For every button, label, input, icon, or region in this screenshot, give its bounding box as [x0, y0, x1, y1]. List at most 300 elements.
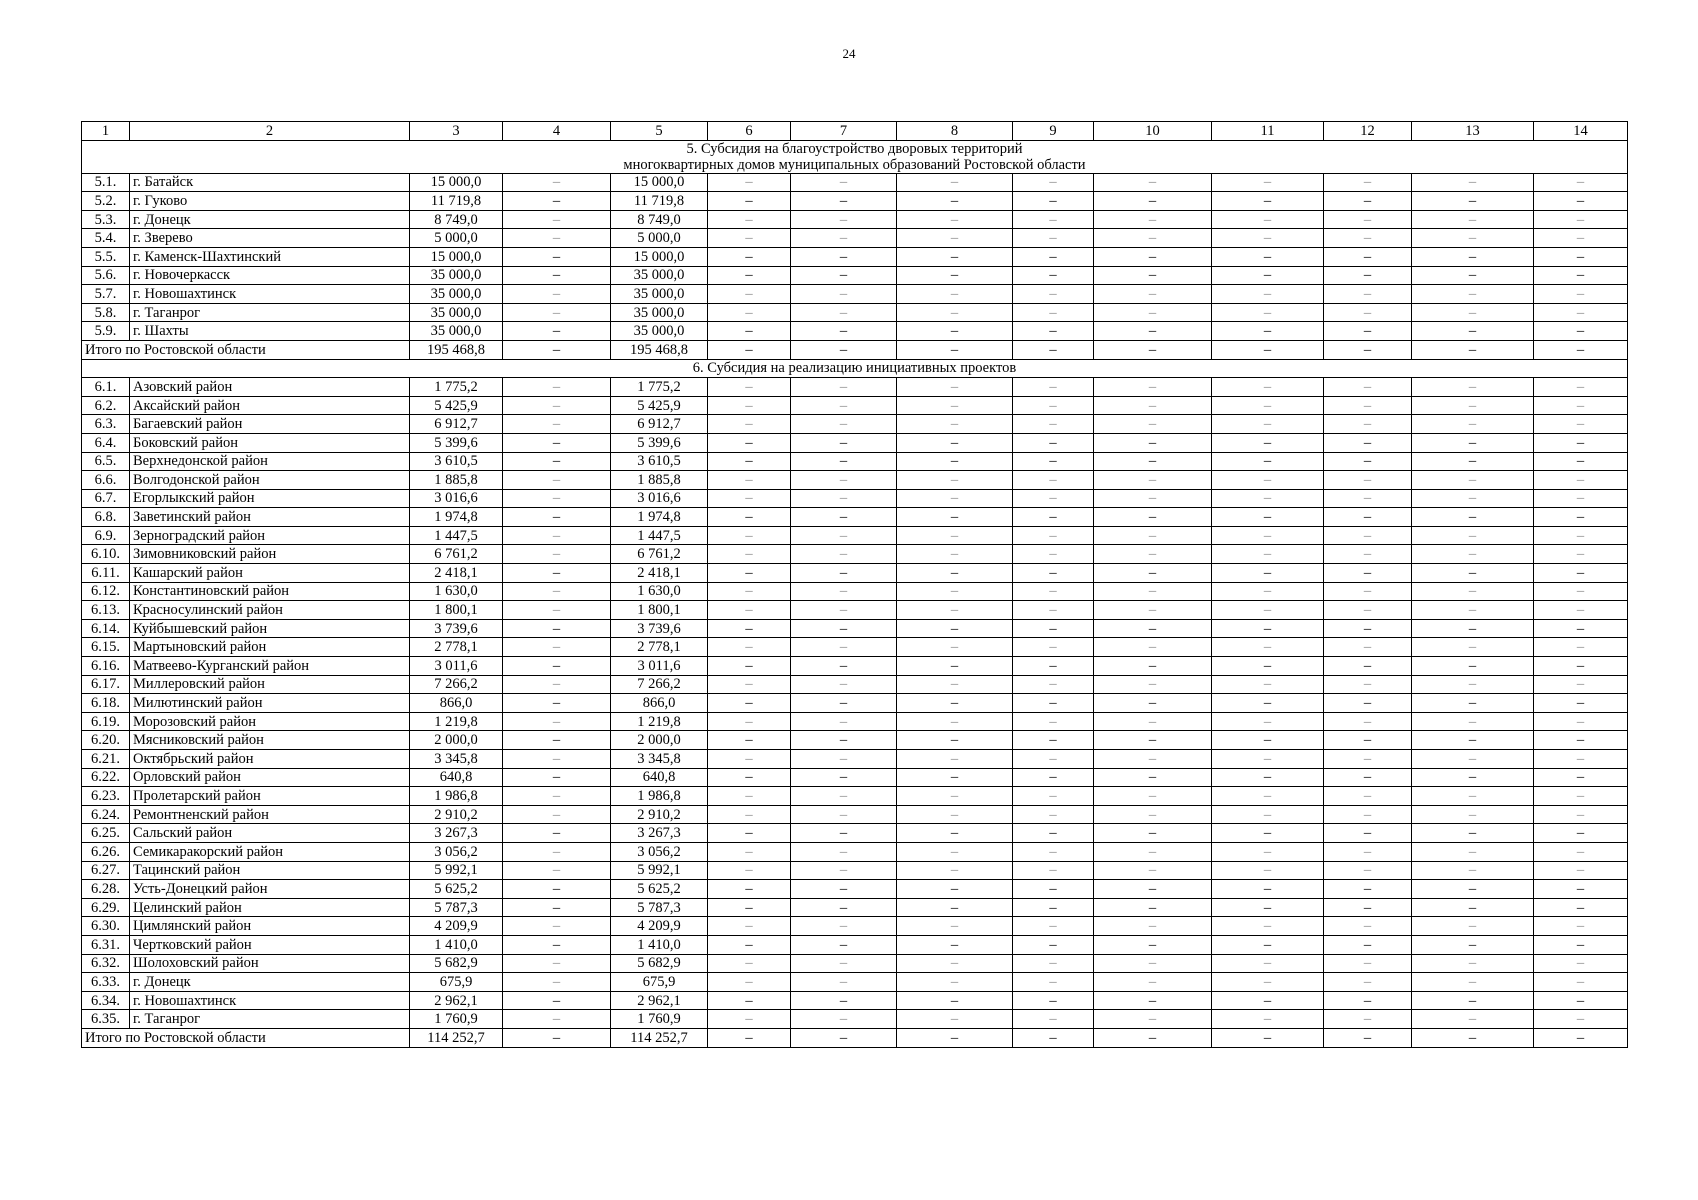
cell-col-4: – — [503, 601, 611, 620]
cell-col-6: – — [708, 712, 791, 731]
cell-col-11: – — [1212, 842, 1324, 861]
row-name: г. Новочеркасск — [130, 266, 410, 285]
cell-col-10: – — [1094, 396, 1212, 415]
cell-col-6: – — [708, 750, 791, 769]
cell-col-5: 866,0 — [611, 694, 708, 713]
cell-col-3: 4 209,9 — [410, 917, 503, 936]
cell-col-4: – — [503, 285, 611, 304]
cell-col-6: – — [708, 842, 791, 861]
cell-col-14: – — [1534, 675, 1628, 694]
cell-col-9: – — [1013, 173, 1094, 192]
row-number: 6.16. — [82, 657, 130, 676]
row-name: Орловский район — [130, 768, 410, 787]
cell-col-4: – — [503, 526, 611, 545]
cell-col-5: 2 910,2 — [611, 805, 708, 824]
cell-col-9: – — [1013, 508, 1094, 527]
cell-col-14: – — [1534, 805, 1628, 824]
cell-col-11: – — [1212, 935, 1324, 954]
header-col-6: 6 — [708, 122, 791, 141]
cell-col-7: – — [791, 694, 897, 713]
cell-col-12: – — [1324, 898, 1412, 917]
cell-col-3: 5 682,9 — [410, 954, 503, 973]
cell-col-8: – — [897, 880, 1013, 899]
cell-col-12: – — [1324, 285, 1412, 304]
cell-col-4: – — [503, 564, 611, 583]
cell-col-7: – — [791, 564, 897, 583]
cell-col-8: – — [897, 805, 1013, 824]
cell-col-10: – — [1094, 303, 1212, 322]
row-number: 6.24. — [82, 805, 130, 824]
cell-col-7: – — [791, 954, 897, 973]
cell-col-6: – — [708, 433, 791, 452]
total-col-14: – — [1534, 340, 1628, 359]
cell-col-3: 5 787,3 — [410, 898, 503, 917]
row-number: 6.35. — [82, 1010, 130, 1029]
cell-col-13: – — [1412, 229, 1534, 248]
cell-col-11: – — [1212, 638, 1324, 657]
row-name: Егорлыкский район — [130, 489, 410, 508]
cell-col-5: 3 345,8 — [611, 750, 708, 769]
cell-col-3: 5 625,2 — [410, 880, 503, 899]
cell-col-6: – — [708, 303, 791, 322]
cell-col-14: – — [1534, 247, 1628, 266]
table-row — [82, 601, 1628, 620]
cell-col-10: – — [1094, 954, 1212, 973]
cell-col-14: – — [1534, 582, 1628, 601]
cell-col-4: – — [503, 861, 611, 880]
total-col-9: – — [1013, 1028, 1094, 1047]
cell-col-11: – — [1212, 1010, 1324, 1029]
cell-col-13: – — [1412, 303, 1534, 322]
cell-col-7: – — [791, 805, 897, 824]
row-name: г. Каменск-Шахтинский — [130, 247, 410, 266]
row-number: 6.33. — [82, 973, 130, 992]
cell-col-5: 35 000,0 — [611, 303, 708, 322]
table-row — [82, 619, 1628, 638]
cell-col-6: – — [708, 285, 791, 304]
total-col-13: – — [1412, 340, 1534, 359]
row-number: 6.4. — [82, 433, 130, 452]
cell-col-8: – — [897, 768, 1013, 787]
cell-col-6: – — [708, 545, 791, 564]
cell-col-10: – — [1094, 917, 1212, 936]
cell-col-3: 35 000,0 — [410, 285, 503, 304]
cell-col-5: 3 016,6 — [611, 489, 708, 508]
table-row — [82, 526, 1628, 545]
cell-col-14: – — [1534, 452, 1628, 471]
cell-col-6: – — [708, 619, 791, 638]
cell-col-8: – — [897, 787, 1013, 806]
cell-col-6: – — [708, 266, 791, 285]
row-number: 6.12. — [82, 582, 130, 601]
cell-col-3: 8 749,0 — [410, 210, 503, 229]
table-row — [82, 991, 1628, 1010]
header-col-5: 5 — [611, 122, 708, 141]
cell-col-5: 640,8 — [611, 768, 708, 787]
total-col-10: – — [1094, 340, 1212, 359]
cell-col-12: – — [1324, 601, 1412, 620]
cell-col-12: – — [1324, 750, 1412, 769]
cell-col-8: – — [897, 192, 1013, 211]
cell-col-5: 2 962,1 — [611, 991, 708, 1010]
table-row — [82, 229, 1628, 248]
row-name: г. Таганрог — [130, 303, 410, 322]
cell-col-9: – — [1013, 210, 1094, 229]
cell-col-10: – — [1094, 452, 1212, 471]
cell-col-9: – — [1013, 787, 1094, 806]
cell-col-5: 5 682,9 — [611, 954, 708, 973]
total-col-3: 195 468,8 — [410, 340, 503, 359]
cell-col-8: – — [897, 545, 1013, 564]
cell-col-14: – — [1534, 526, 1628, 545]
cell-col-14: – — [1534, 173, 1628, 192]
cell-col-5: 1 885,8 — [611, 471, 708, 490]
row-number: 6.28. — [82, 880, 130, 899]
table-row — [82, 935, 1628, 954]
cell-col-5: 5 787,3 — [611, 898, 708, 917]
total-col-8: – — [897, 340, 1013, 359]
cell-col-11: – — [1212, 452, 1324, 471]
cell-col-4: – — [503, 433, 611, 452]
cell-col-4: – — [503, 954, 611, 973]
cell-col-11: – — [1212, 415, 1324, 434]
cell-col-14: – — [1534, 657, 1628, 676]
cell-col-13: – — [1412, 526, 1534, 545]
cell-col-13: – — [1412, 954, 1534, 973]
cell-col-9: – — [1013, 712, 1094, 731]
cell-col-6: – — [708, 954, 791, 973]
row-number: 6.20. — [82, 731, 130, 750]
cell-col-13: – — [1412, 675, 1534, 694]
total-row — [82, 1028, 1628, 1047]
cell-col-3: 1 775,2 — [410, 378, 503, 397]
cell-col-7: – — [791, 526, 897, 545]
cell-col-3: 1 800,1 — [410, 601, 503, 620]
cell-col-11: – — [1212, 471, 1324, 490]
cell-col-13: – — [1412, 842, 1534, 861]
table-row — [82, 638, 1628, 657]
cell-col-5: 675,9 — [611, 973, 708, 992]
cell-col-3: 1 974,8 — [410, 508, 503, 527]
cell-col-13: – — [1412, 805, 1534, 824]
cell-col-12: – — [1324, 396, 1412, 415]
row-name: Миллеровский район — [130, 675, 410, 694]
cell-col-5: 2 778,1 — [611, 638, 708, 657]
cell-col-3: 5 992,1 — [410, 861, 503, 880]
row-name: Мартыновский район — [130, 638, 410, 657]
cell-col-14: – — [1534, 471, 1628, 490]
cell-col-8: – — [897, 526, 1013, 545]
cell-col-12: – — [1324, 378, 1412, 397]
cell-col-3: 35 000,0 — [410, 303, 503, 322]
cell-col-9: – — [1013, 935, 1094, 954]
cell-col-8: – — [897, 173, 1013, 192]
cell-col-9: – — [1013, 768, 1094, 787]
cell-col-5: 11 719,8 — [611, 192, 708, 211]
row-number: 6.19. — [82, 712, 130, 731]
cell-col-5: 2 418,1 — [611, 564, 708, 583]
row-name: г. Батайск — [130, 173, 410, 192]
cell-col-14: – — [1534, 712, 1628, 731]
cell-col-12: – — [1324, 805, 1412, 824]
cell-col-3: 640,8 — [410, 768, 503, 787]
cell-col-7: – — [791, 880, 897, 899]
cell-col-10: – — [1094, 657, 1212, 676]
cell-col-3: 866,0 — [410, 694, 503, 713]
cell-col-8: – — [897, 675, 1013, 694]
cell-col-6: – — [708, 471, 791, 490]
cell-col-4: – — [503, 973, 611, 992]
table-row — [82, 396, 1628, 415]
cell-col-13: – — [1412, 917, 1534, 936]
table-body — [82, 122, 1628, 1048]
cell-col-4: – — [503, 694, 611, 713]
cell-col-10: – — [1094, 229, 1212, 248]
cell-col-6: – — [708, 489, 791, 508]
cell-col-14: – — [1534, 991, 1628, 1010]
cell-col-8: – — [897, 638, 1013, 657]
table-row — [82, 842, 1628, 861]
table-row — [82, 508, 1628, 527]
cell-col-10: – — [1094, 564, 1212, 583]
cell-col-10: – — [1094, 415, 1212, 434]
cell-col-3: 3 011,6 — [410, 657, 503, 676]
cell-col-14: – — [1534, 229, 1628, 248]
header-col-2: 2 — [130, 122, 410, 141]
cell-col-12: – — [1324, 675, 1412, 694]
row-name: г. Новошахтинск — [130, 285, 410, 304]
cell-col-6: – — [708, 192, 791, 211]
cell-col-10: – — [1094, 471, 1212, 490]
row-number: 6.18. — [82, 694, 130, 713]
cell-col-5: 5 992,1 — [611, 861, 708, 880]
row-name: Боковский район — [130, 433, 410, 452]
cell-col-4: – — [503, 192, 611, 211]
cell-col-11: – — [1212, 396, 1324, 415]
cell-col-14: – — [1534, 750, 1628, 769]
cell-col-11: – — [1212, 266, 1324, 285]
cell-col-8: – — [897, 433, 1013, 452]
cell-col-5: 3 267,3 — [611, 824, 708, 843]
cell-col-3: 5 425,9 — [410, 396, 503, 415]
cell-col-11: – — [1212, 694, 1324, 713]
cell-col-8: – — [897, 824, 1013, 843]
cell-col-10: – — [1094, 247, 1212, 266]
cell-col-6: – — [708, 1010, 791, 1029]
cell-col-12: – — [1324, 452, 1412, 471]
cell-col-5: 15 000,0 — [611, 173, 708, 192]
cell-col-9: – — [1013, 192, 1094, 211]
cell-col-7: – — [791, 322, 897, 341]
cell-col-4: – — [503, 898, 611, 917]
header-col-12: 12 — [1324, 122, 1412, 141]
cell-col-11: – — [1212, 731, 1324, 750]
cell-col-14: – — [1534, 842, 1628, 861]
cell-col-13: – — [1412, 471, 1534, 490]
cell-col-6: – — [708, 247, 791, 266]
table-row — [82, 303, 1628, 322]
cell-col-14: – — [1534, 619, 1628, 638]
cell-col-10: – — [1094, 731, 1212, 750]
cell-col-3: 2 418,1 — [410, 564, 503, 583]
total-col-4: – — [503, 1028, 611, 1047]
cell-col-5: 4 209,9 — [611, 917, 708, 936]
cell-col-5: 35 000,0 — [611, 322, 708, 341]
row-number: 6.21. — [82, 750, 130, 769]
cell-col-4: – — [503, 787, 611, 806]
cell-col-12: – — [1324, 266, 1412, 285]
table-row — [82, 322, 1628, 341]
cell-col-11: – — [1212, 787, 1324, 806]
cell-col-14: – — [1534, 396, 1628, 415]
cell-col-13: – — [1412, 285, 1534, 304]
cell-col-11: – — [1212, 508, 1324, 527]
section-title — [82, 359, 1628, 378]
cell-col-8: – — [897, 935, 1013, 954]
cell-col-4: – — [503, 378, 611, 397]
cell-col-13: – — [1412, 787, 1534, 806]
row-number: 6.8. — [82, 508, 130, 527]
row-name: Волгодонской район — [130, 471, 410, 490]
row-name: г. Донецк — [130, 210, 410, 229]
row-number: 6.9. — [82, 526, 130, 545]
cell-col-10: – — [1094, 489, 1212, 508]
row-number: 5.3. — [82, 210, 130, 229]
table-row — [82, 824, 1628, 843]
cell-col-8: – — [897, 619, 1013, 638]
row-number: 5.5. — [82, 247, 130, 266]
cell-col-12: – — [1324, 694, 1412, 713]
cell-col-6: – — [708, 880, 791, 899]
table-row — [82, 452, 1628, 471]
cell-col-4: – — [503, 824, 611, 843]
cell-col-13: – — [1412, 694, 1534, 713]
cell-col-6: – — [708, 322, 791, 341]
cell-col-14: – — [1534, 285, 1628, 304]
cell-col-13: – — [1412, 247, 1534, 266]
cell-col-12: – — [1324, 229, 1412, 248]
cell-col-12: – — [1324, 880, 1412, 899]
cell-col-11: – — [1212, 229, 1324, 248]
cell-col-14: – — [1534, 378, 1628, 397]
cell-col-3: 5 000,0 — [410, 229, 503, 248]
header-col-8: 8 — [897, 122, 1013, 141]
cell-col-13: – — [1412, 991, 1534, 1010]
cell-col-6: – — [708, 675, 791, 694]
cell-col-13: – — [1412, 712, 1534, 731]
cell-col-10: – — [1094, 824, 1212, 843]
cell-col-8: – — [897, 898, 1013, 917]
cell-col-10: – — [1094, 694, 1212, 713]
cell-col-8: – — [897, 861, 1013, 880]
cell-col-13: – — [1412, 1010, 1534, 1029]
total-col-5: 195 468,8 — [611, 340, 708, 359]
cell-col-8: – — [897, 842, 1013, 861]
cell-col-7: – — [791, 247, 897, 266]
header-col-14: 14 — [1534, 122, 1628, 141]
cell-col-13: – — [1412, 861, 1534, 880]
cell-col-5: 35 000,0 — [611, 266, 708, 285]
row-number: 6.15. — [82, 638, 130, 657]
cell-col-9: – — [1013, 471, 1094, 490]
cell-col-5: 3 739,6 — [611, 619, 708, 638]
cell-col-10: – — [1094, 787, 1212, 806]
cell-col-4: – — [503, 842, 611, 861]
cell-col-7: – — [791, 173, 897, 192]
cell-col-13: – — [1412, 582, 1534, 601]
row-name: Морозовский район — [130, 712, 410, 731]
cell-col-7: – — [791, 192, 897, 211]
cell-col-10: – — [1094, 192, 1212, 211]
cell-col-8: – — [897, 694, 1013, 713]
cell-col-3: 6 912,7 — [410, 415, 503, 434]
cell-col-13: – — [1412, 564, 1534, 583]
cell-col-10: – — [1094, 526, 1212, 545]
cell-col-11: – — [1212, 805, 1324, 824]
section-title — [82, 140, 1628, 173]
row-number: 6.11. — [82, 564, 130, 583]
cell-col-7: – — [791, 471, 897, 490]
cell-col-14: – — [1534, 433, 1628, 452]
cell-col-5: 6 761,2 — [611, 545, 708, 564]
cell-col-8: – — [897, 247, 1013, 266]
cell-col-11: – — [1212, 898, 1324, 917]
cell-col-14: – — [1534, 917, 1628, 936]
cell-col-12: – — [1324, 582, 1412, 601]
row-name: Зимовниковский район — [130, 545, 410, 564]
cell-col-5: 1 800,1 — [611, 601, 708, 620]
cell-col-3: 1 986,8 — [410, 787, 503, 806]
cell-col-6: – — [708, 824, 791, 843]
cell-col-9: – — [1013, 731, 1094, 750]
cell-col-14: – — [1534, 880, 1628, 899]
cell-col-11: – — [1212, 768, 1324, 787]
row-number: 6.31. — [82, 935, 130, 954]
cell-col-12: – — [1324, 657, 1412, 676]
cell-col-10: – — [1094, 880, 1212, 899]
page-number: 24 — [842, 46, 856, 61]
total-col-10: – — [1094, 1028, 1212, 1047]
cell-col-11: – — [1212, 192, 1324, 211]
row-name: Усть-Донецкий район — [130, 880, 410, 899]
cell-col-5: 2 000,0 — [611, 731, 708, 750]
row-name: Семикаракорский район — [130, 842, 410, 861]
row-name: Милютинский район — [130, 694, 410, 713]
cell-col-9: – — [1013, 433, 1094, 452]
cell-col-6: – — [708, 229, 791, 248]
cell-col-12: – — [1324, 824, 1412, 843]
cell-col-12: – — [1324, 861, 1412, 880]
cell-col-6: – — [708, 731, 791, 750]
cell-col-4: – — [503, 247, 611, 266]
cell-col-13: – — [1412, 210, 1534, 229]
cell-col-6: – — [708, 452, 791, 471]
cell-col-9: – — [1013, 564, 1094, 583]
row-number: 5.6. — [82, 266, 130, 285]
cell-col-12: – — [1324, 247, 1412, 266]
cell-col-11: – — [1212, 619, 1324, 638]
total-col-6: – — [708, 1028, 791, 1047]
cell-col-4: – — [503, 210, 611, 229]
cell-col-13: – — [1412, 731, 1534, 750]
cell-col-6: – — [708, 210, 791, 229]
cell-col-12: – — [1324, 415, 1412, 434]
cell-col-14: – — [1534, 545, 1628, 564]
cell-col-9: – — [1013, 489, 1094, 508]
cell-col-5: 1 410,0 — [611, 935, 708, 954]
row-name: г. Новошахтинск — [130, 991, 410, 1010]
row-name: Пролетарский район — [130, 787, 410, 806]
